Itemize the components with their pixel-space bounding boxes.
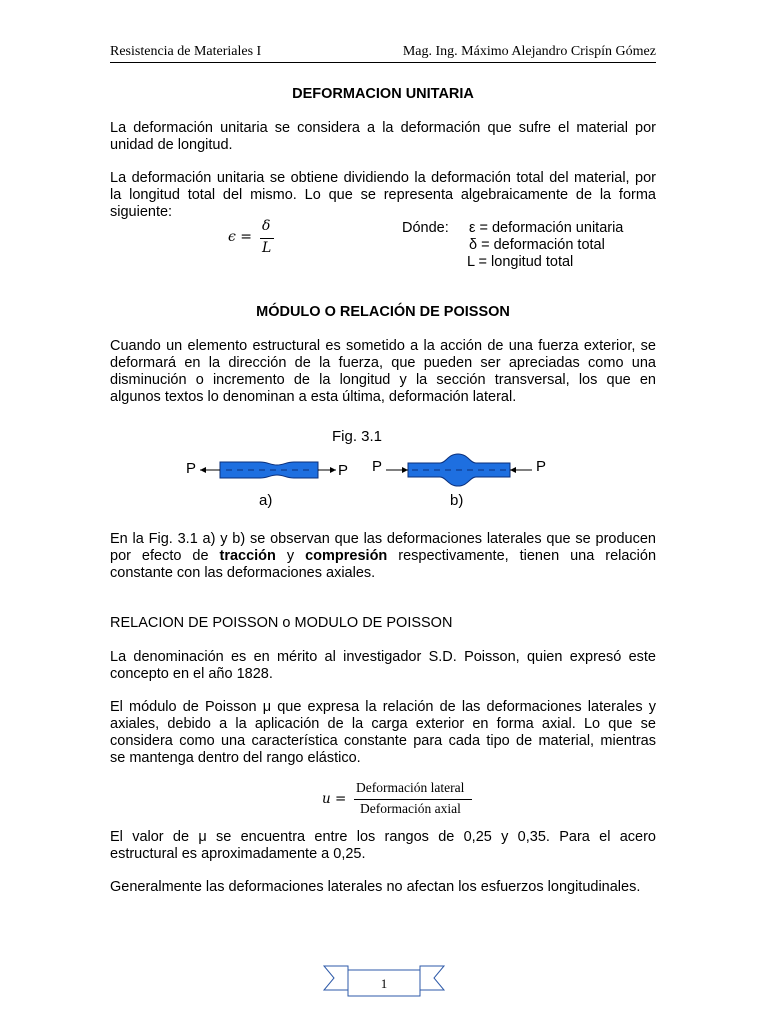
text-run: por efecto de (110, 548, 209, 564)
text-line: unidad de longitud. (110, 137, 233, 153)
strain-formula (228, 218, 288, 260)
compression-specimen (386, 454, 532, 486)
paragraph-obtencion (110, 170, 656, 221)
text-line: siguiente: (110, 204, 173, 220)
text-line: algunos textos lo denominan a esta última, deformación lateral. (110, 389, 517, 405)
text-line: se mantenga dentro del rango elástico. (110, 750, 361, 766)
page-number: 1 (380, 976, 388, 991)
paragraph-elemento (110, 338, 656, 406)
text-line: axiales, debido a la aplicación de la carga exterior en forma axial. Lo que se (110, 716, 656, 732)
fraction-bar (354, 799, 472, 800)
formula-denominator: L (262, 240, 272, 256)
label-b: b) (450, 492, 464, 509)
formula-denominator: Deformación axial (360, 801, 461, 816)
arrow-head-right-a (330, 467, 336, 473)
definition-length: L = longitud total (467, 254, 574, 270)
paragraph-generalmente: Generalmente las deformaciones laterales no afectan los esfuerzos longitudinales. (110, 879, 641, 895)
section-heading-relacion: RELACION DE POISSON o MODULO DE POISSON (110, 615, 453, 631)
donde-label: Dónde: (402, 220, 449, 236)
definition-strain: ε = deformación unitaria (469, 220, 624, 236)
tension-specimen (200, 462, 336, 478)
page-number-ribbon (322, 964, 446, 998)
force-label-b-right: P (536, 458, 547, 475)
text-line: La deformación unitaria se considera a la deformación que sufre el material por (110, 120, 656, 136)
fraction-bar (260, 238, 274, 239)
paragraph-figura (110, 531, 656, 582)
text-line: Cuando un elemento estructural es sometido a la acción de una fuerza exterior, se (110, 338, 656, 354)
paragraph-modulo (110, 699, 656, 767)
text-line: concepto en el año 1828. (110, 666, 273, 682)
poisson-diagram (180, 428, 560, 518)
text-run: respectivamente, tienen una relación (398, 548, 657, 564)
formula-lhs: u = (322, 791, 347, 807)
text-line: La denominación es en mérito al investigador S.D. Poisson, quien expresó este (110, 649, 656, 665)
formula-numerator: Deformación lateral (356, 780, 465, 795)
force-label-a-left: P (186, 460, 197, 477)
text-line-bold (110, 548, 656, 565)
section-title-deformacion: DEFORMACION UNITARIA (292, 86, 474, 102)
figure-caption: Fig. 3.1 (332, 428, 383, 445)
text-line: La deformación unitaria se obtiene dividiendo la deformación total del material, por (110, 170, 656, 186)
text-line: considera como una característica constante para cada tipo de material, mientras (110, 733, 656, 749)
paragraph-denominacion (110, 649, 656, 683)
text-line: En la Fig. 3.1 a) y b) se observan que las deformaciones laterales que se producen (110, 531, 656, 547)
text-line: constante con las deformaciones axiales. (110, 565, 376, 581)
page-header (110, 44, 656, 63)
emphasis-compresion: compresión (305, 548, 388, 564)
text-line: la longitud total del mismo. Lo que se representa algebraicamente de la forma (110, 187, 656, 203)
force-label-b-left: P (372, 458, 383, 475)
text-line: El valor de μ se encuentra entre los rangos de 0,25 y 0,35. Para el acero (110, 829, 656, 845)
text-line: estructural es aproximadamente a 0,25. (110, 846, 366, 862)
text-line: El módulo de Poisson μ que expresa la relación de las deformaciones laterales y (110, 699, 656, 715)
arrow-head-left-a (200, 467, 206, 473)
text-line: deformará en la dirección de la fuerza, que pueden ser apreciadas como una (110, 355, 656, 371)
header-course: Resistencia de Materiales I (110, 44, 262, 59)
formula-numerator: δ (262, 218, 271, 234)
text-line: disminución o incremento de la longitud y la sección transversal, los que en (110, 372, 656, 388)
force-label-a-right: P (338, 462, 349, 479)
poisson-formula (322, 780, 482, 820)
paragraph-valor (110, 829, 656, 863)
arrow-head-right-b (510, 467, 516, 473)
figure-3-1 (180, 428, 560, 518)
text-run: y (286, 548, 295, 564)
label-a: a) (259, 492, 273, 509)
formula-lhs: ϵ = (228, 229, 253, 245)
emphasis-traccion: tracción (219, 548, 276, 564)
arrow-head-left-b (402, 467, 408, 473)
section-title-poisson: MÓDULO O RELACIÓN DE POISSON (256, 304, 510, 320)
header-author: Mag. Ing. Máximo Alejandro Crispín Gómez (402, 44, 656, 59)
paragraph-definicion (110, 120, 656, 154)
definition-deformation: δ = deformación total (469, 237, 605, 253)
